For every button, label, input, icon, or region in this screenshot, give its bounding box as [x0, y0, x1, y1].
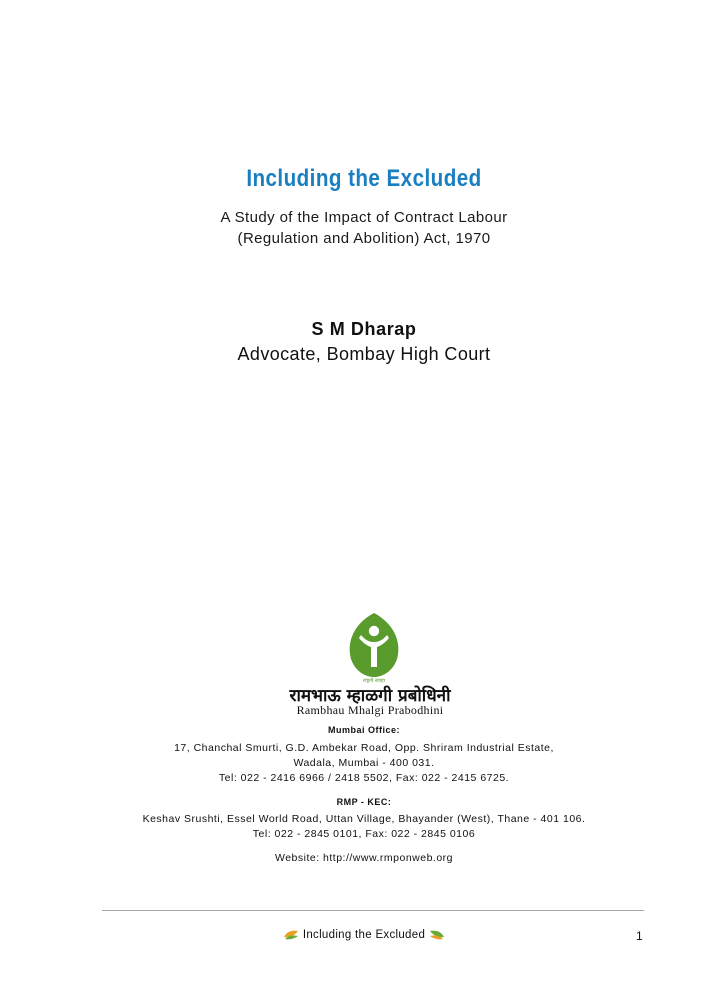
- rmp-address-line-1: Keshav Srushti, Essel World Road, Uttan Village, Bhayander (West), Thane - 401 106.: [142, 813, 586, 825]
- rmp-kec-heading: RMP - KEC:: [336, 797, 392, 807]
- logo-tagline: राष्ट्रायै स्वाहा: [362, 678, 386, 683]
- mumbai-address-line-2: Wadala, Mumbai - 400 031.: [293, 757, 435, 769]
- website-link[interactable]: Website: http://www.rmponweb.org: [274, 852, 454, 864]
- running-footer: [0, 929, 728, 941]
- page-number: 1: [636, 929, 643, 943]
- mumbai-office-heading: Mumbai Office:: [327, 725, 400, 735]
- mumbai-address-line-1: 17, Chanchal Smurti, G.D. Ambekar Road, Opp. Shriram Industrial Estate,: [174, 742, 554, 754]
- rmp-address-line-2: Tel: 022 - 2845 0101, Fax: 022 - 2845 0106: [252, 828, 476, 840]
- author-name: S M Dharap: [311, 319, 417, 339]
- publisher-name-hindi: रामभाऊ म्हाळगी प्रबोधिनी: [289, 686, 451, 706]
- document-title: Including the Excluded: [246, 165, 482, 192]
- document-subtitle: [0, 207, 728, 249]
- footer-divider: [102, 910, 644, 911]
- publisher-logo-icon: [345, 611, 403, 683]
- right-leaf-icon: [429, 929, 445, 940]
- subtitle-line-1: A Study of the Impact of Contract Labour: [220, 209, 508, 226]
- mumbai-office-address: [0, 741, 728, 786]
- author-designation: Advocate, Bombay High Court: [237, 344, 491, 364]
- subtitle-line-2: (Regulation and Abolition) Act, 1970: [237, 230, 491, 247]
- publisher-name-english: Rambhau Mhalgi Prabodhini: [296, 703, 444, 717]
- mumbai-address-line-3: Tel: 022 - 2416 6966 / 2418 5502, Fax: 022 - 2415 6725.: [218, 772, 510, 784]
- left-leaf-icon: [283, 929, 299, 940]
- rmp-kec-address: [0, 812, 728, 842]
- footer-title: Including the Excluded: [302, 929, 426, 941]
